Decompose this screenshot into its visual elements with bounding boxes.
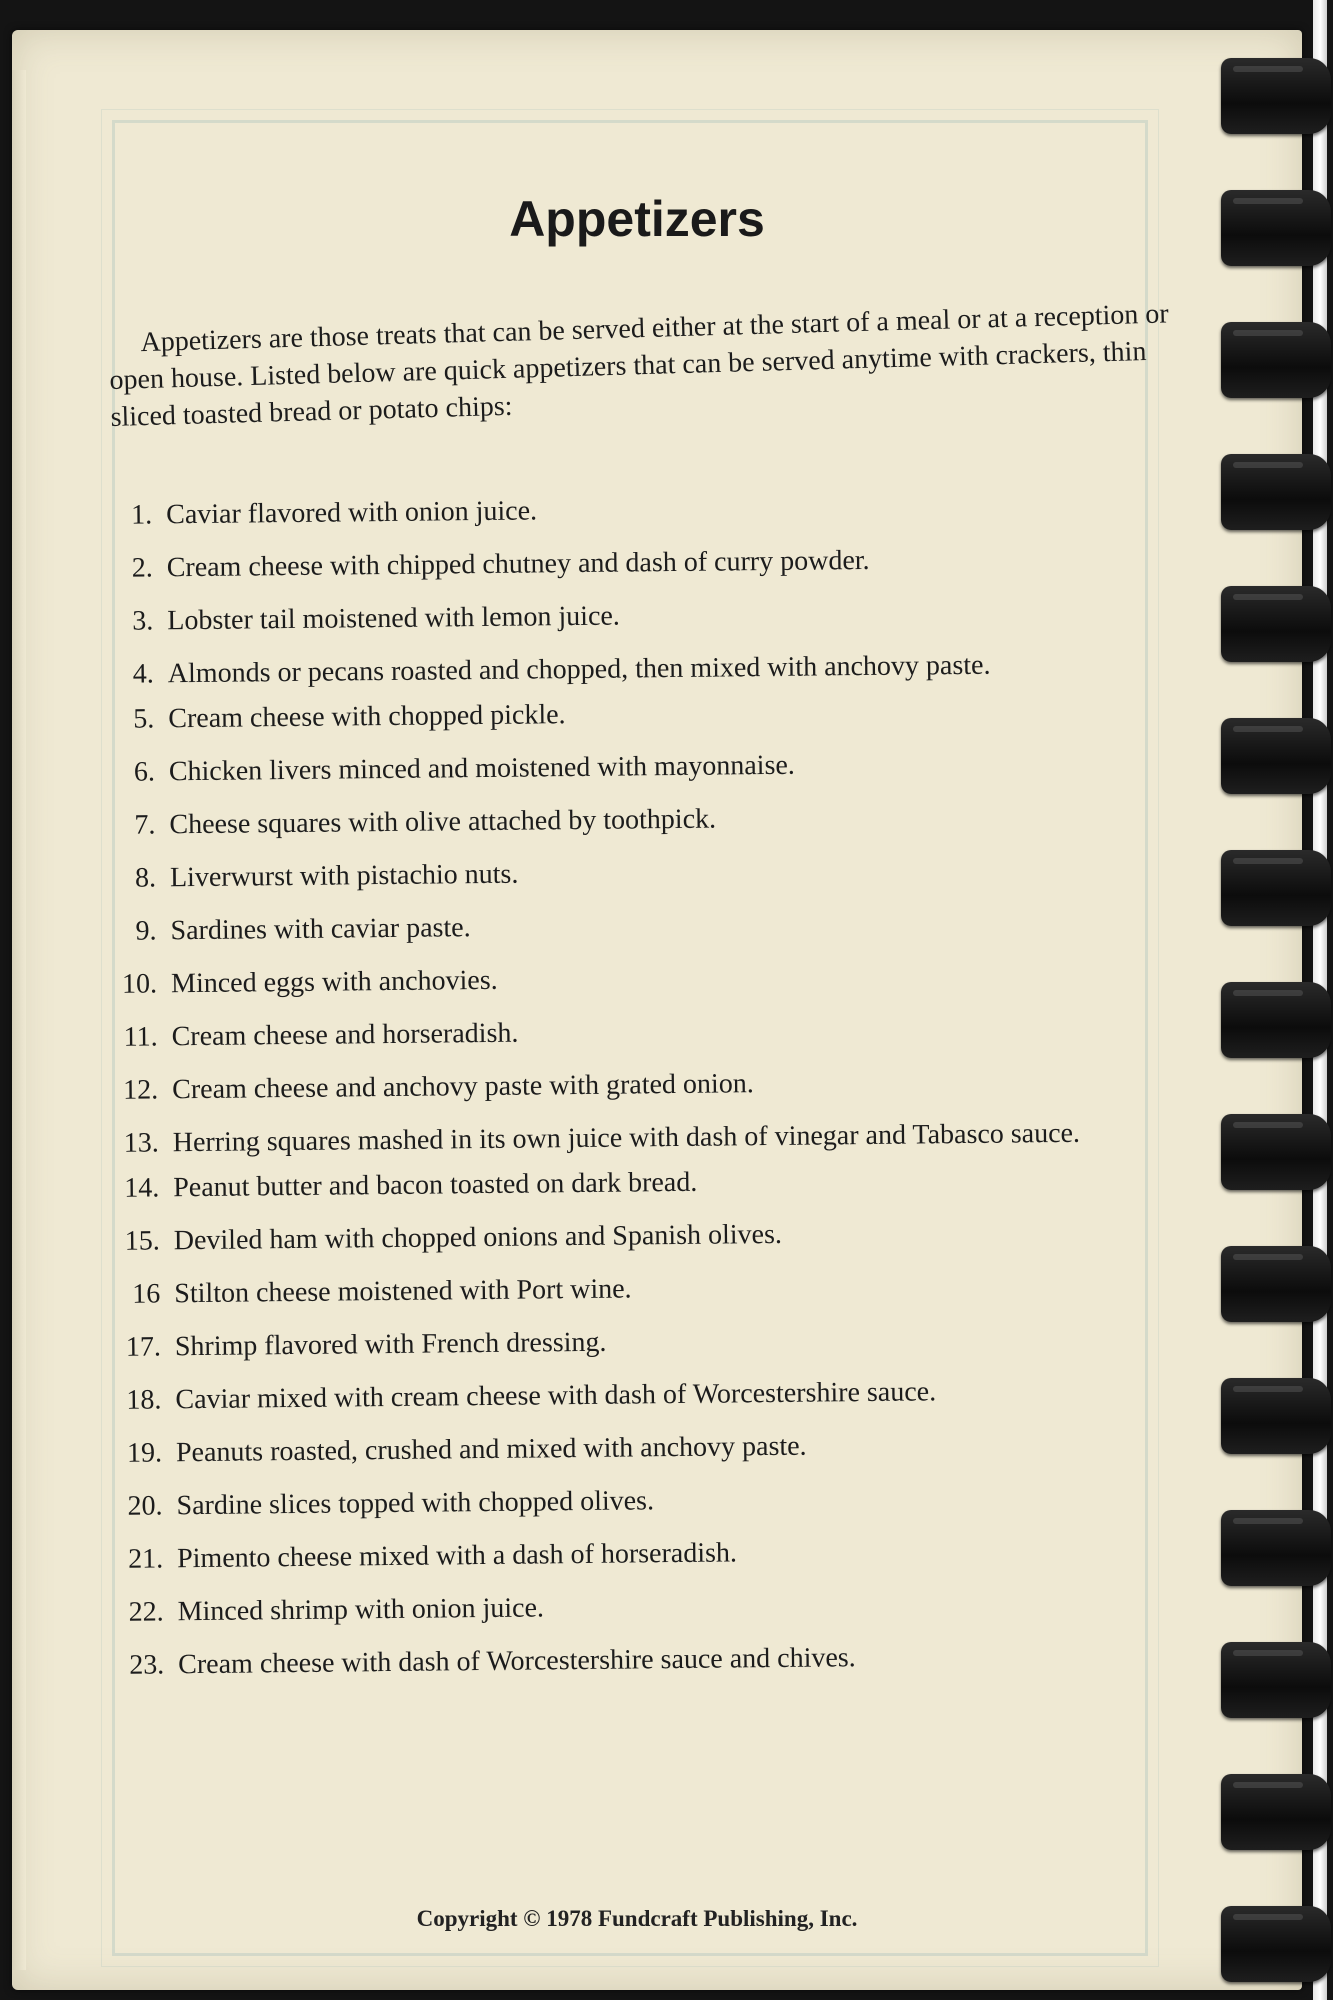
- item-text: Minced eggs with anchovies.: [170, 964, 498, 1000]
- list-item: [111, 1584, 1201, 1631]
- binding-ring: [1221, 1114, 1331, 1190]
- item-number: 9.: [135, 915, 157, 947]
- item-number: 2.: [131, 552, 153, 584]
- item-number: 21.: [127, 1543, 164, 1575]
- item-text: Lobster tail moistened with lemon juice.: [167, 600, 621, 637]
- binding-ring: [1221, 850, 1331, 926]
- item-text: Peanut butter and bacon toasted on dark bread.: [173, 1166, 698, 1204]
- page-title: Appetizers: [509, 191, 765, 247]
- list-item: [110, 1425, 1200, 1472]
- item-text: Chicken livers minced and moistened with mayonnaise.: [168, 749, 795, 788]
- list-item: [108, 1266, 1198, 1313]
- list-item: [104, 903, 1194, 950]
- list-item: [103, 797, 1193, 844]
- item-text: Almonds or pecans roasted and chopped, then mixed with anchovy paste.: [167, 649, 991, 690]
- copyright-notice: Copyright © 1978 Fundcraft Publishing, Inc.: [416, 1906, 858, 1931]
- list-item: [109, 1372, 1199, 1419]
- list-item: [105, 1009, 1195, 1056]
- item-number: 10.: [121, 968, 158, 1000]
- item-number: 13.: [123, 1127, 159, 1159]
- item-text: Sardines with caviar paste.: [170, 912, 471, 947]
- item-number: 15.: [124, 1225, 160, 1257]
- list-item: [106, 1062, 1196, 1109]
- appetizer-list: [100, 487, 1203, 1701]
- item-number: 7.: [134, 809, 156, 841]
- page-edge: [12, 70, 26, 1970]
- binding-ring: [1221, 1774, 1331, 1850]
- item-number: 14.: [124, 1172, 160, 1204]
- book-page: [12, 30, 1302, 1990]
- item-number: 8.: [134, 862, 157, 894]
- binding-ring: [1221, 718, 1331, 794]
- item-number: 1.: [131, 499, 153, 531]
- list-item: [109, 1319, 1199, 1366]
- item-number: 22.: [128, 1596, 164, 1628]
- item-number: 11.: [123, 1021, 158, 1053]
- list-item: [112, 1637, 1202, 1684]
- item-text: Herring squares mashed in its own juice with dash of vinegar and Tabasco sauce.: [172, 1117, 1081, 1159]
- binding-ring: [1221, 982, 1331, 1058]
- list-item: [105, 956, 1195, 1003]
- item-text: Cream cheese with chopped pickle.: [168, 699, 566, 735]
- item-number: 20.: [127, 1490, 163, 1522]
- spiral-binding: [1218, 0, 1333, 2000]
- item-text: Stilton cheese moistened with Port wine.: [174, 1273, 632, 1310]
- item-number: 16: [132, 1278, 161, 1310]
- item-text: Deviled ham with chopped onions and Spanish olives.: [173, 1218, 783, 1257]
- item-text: Caviar flavored with onion juice.: [166, 495, 538, 531]
- binding-ring: [1221, 1246, 1331, 1322]
- item-number: 3.: [132, 605, 154, 637]
- item-number: 4.: [132, 658, 155, 690]
- list-item: [102, 646, 1192, 693]
- item-number: 12.: [123, 1074, 159, 1106]
- list-item: [108, 1213, 1198, 1260]
- item-text: Sardine slices topped with chopped olives.: [176, 1485, 655, 1522]
- item-text: Shrimp flavored with French dressing.: [174, 1326, 607, 1363]
- binding-ring: [1221, 1642, 1331, 1718]
- list-item: [103, 744, 1193, 791]
- list-item: [101, 593, 1191, 640]
- item-text: Minced shrimp with onion juice.: [177, 1592, 545, 1628]
- list-item: [102, 691, 1192, 738]
- item-text: Cream cheese with dash of Worcestershire sauce and chives.: [178, 1642, 856, 1681]
- binding-ring: [1221, 1378, 1331, 1454]
- item-number: 19.: [126, 1437, 163, 1469]
- item-number: 17.: [125, 1331, 162, 1363]
- list-item: [107, 1115, 1197, 1162]
- item-text: Caviar mixed with cream cheese with dash of Worcestershire sauce.: [175, 1376, 937, 1416]
- item-text: Cheese squares with olive attached by toothpick.: [169, 803, 717, 841]
- binding-ring: [1221, 58, 1331, 134]
- item-text: Pimento cheese mixed with a dash of horseradish.: [176, 1537, 738, 1575]
- list-item: [110, 1478, 1200, 1525]
- item-number: 5.: [133, 703, 155, 735]
- list-item: [104, 850, 1194, 897]
- intro-paragraph: Appetizers are those treats that can be served either at the start of a meal or at a reception or open house. Listed below are quick appetizers that can be served anytime with crackers, thin sliced toasted bread or potato chips:: [109, 298, 1170, 433]
- binding-ring: [1221, 1510, 1331, 1586]
- binding-ring: [1221, 454, 1331, 530]
- item-text: Cream cheese and anchovy paste with grated onion.: [172, 1068, 754, 1106]
- item-text: Cream cheese and horseradish.: [171, 1017, 519, 1053]
- item-number: 18.: [126, 1384, 162, 1416]
- item-number: 6.: [133, 756, 156, 788]
- binding-ring: [1221, 586, 1331, 662]
- list-item: [100, 487, 1190, 534]
- list-item: [111, 1531, 1201, 1578]
- item-number: 23.: [129, 1649, 165, 1681]
- binding-ring: [1221, 190, 1331, 266]
- binding-ring: [1221, 1906, 1331, 1982]
- item-text: Cream cheese with chipped chutney and dash of curry powder.: [166, 544, 870, 584]
- item-text: Liverwurst with pistachio nuts.: [169, 858, 519, 894]
- binding-ring: [1221, 322, 1331, 398]
- item-text: Peanuts roasted, crushed and mixed with anchovy paste.: [175, 1430, 807, 1469]
- list-item: [107, 1160, 1197, 1207]
- list-item: [101, 540, 1191, 587]
